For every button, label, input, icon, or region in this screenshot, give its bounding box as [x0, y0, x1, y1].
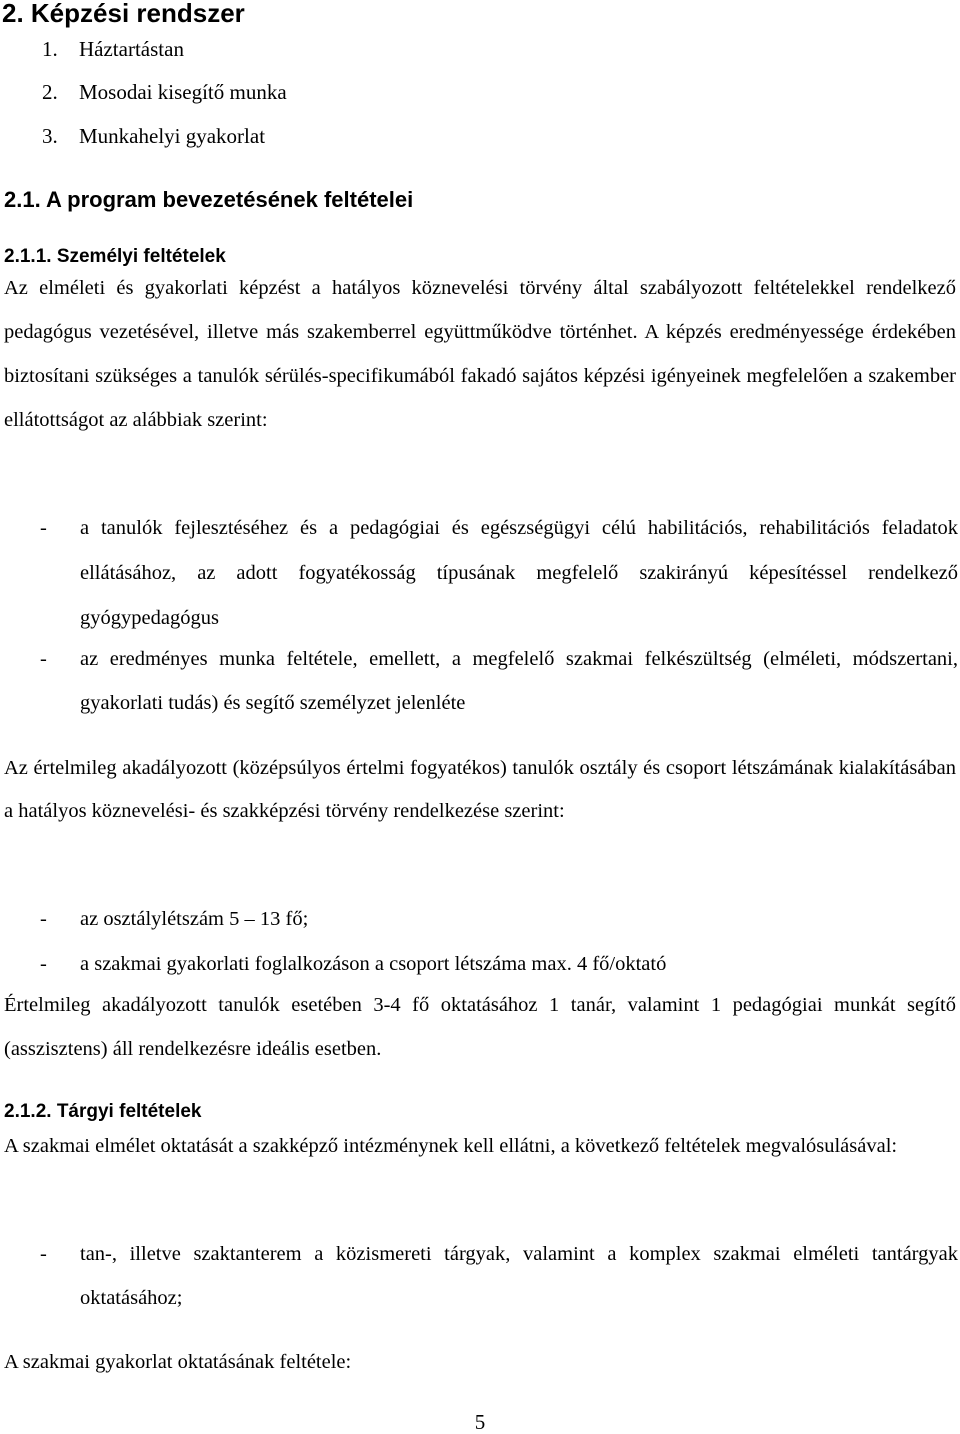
- paragraph-ratio: Értelmileg akadályozott tanulók esetében 3-4 fő oktatásához 1 tanár, valamint 1 pedagógiai munkát segítő (asszisztens) áll rendelkezésre ideális esetben.: [4, 994, 956, 1060]
- list-number: 2.: [42, 80, 58, 104]
- list-text: a szakmai gyakorlati foglalkozáson a csoport létszáma max. 4 fő/oktató: [80, 953, 667, 975]
- list-dash: -: [40, 517, 47, 539]
- list-text: az eredményes munka feltétele, emellett, a megfelelő szakmai felkészültség (elméleti, módszertani, gyakorlati tudás) és segítő személyzet jelenléte: [80, 648, 958, 714]
- list-item: [42, 80, 960, 104]
- heading-2-1-1: 2.1.1. Személyi feltételek: [4, 246, 226, 267]
- paragraph-practice: A szakmai gyakorlat oktatásának feltétele:: [4, 1351, 352, 1373]
- paragraph-personal: Az elméleti és gyakorlati képzést a hatályos köznevelési törvény által szabályozott feltételekkel rendelkező pedagógus vezetésével, illetve más szakemberrel együttműködve történhet. A képzés eredményessége érdekében biztosítani szükséges a tanulók sérülés-specifikumából fakadó sajátos képzési igényeinek megfelelően a szakember ellátottságot az alábbiak szerint:: [4, 277, 956, 431]
- heading-2-1: 2.1. A program bevezetésének feltételei: [4, 187, 414, 212]
- list-number: 3.: [42, 124, 58, 148]
- list-text: az osztálylétszám 5 – 13 fő;: [80, 908, 309, 930]
- page-number: 5: [474, 1410, 486, 1434]
- list-item: [42, 124, 960, 148]
- paragraph-class-size: Az értelmileg akadályozott (középsúlyos értelmi fogyatékos) tanulók osztály és csoport létszámának kialakításában a hatályos köznevelési- és szakképzési törvény rendelkezése szerint:: [4, 757, 956, 822]
- list-dash: -: [40, 648, 47, 670]
- list-text: Háztartástan: [79, 37, 184, 61]
- paragraph-material: A szakmai elmélet oktatását a szakképző intézménynek kell ellátni, a következő feltételek megvalósulásával:: [4, 1135, 898, 1157]
- heading-2-1-2: 2.1.2. Tárgyi feltételek: [4, 1101, 202, 1122]
- list-text: a tanulók fejlesztéséhez és a pedagógiai és egészségügyi célú habilitációs, rehabilitációs feladatok ellátásához, az adott fogyatékosság típusának megfelelő szakirányú képesítéssel rendelkező gyógypedagógus: [80, 517, 958, 629]
- list-text: Munkahelyi gyakorlat: [79, 124, 266, 148]
- list-dash: -: [40, 908, 47, 930]
- list-dash: -: [40, 953, 47, 975]
- heading-kepzesi-rendszer: 2. Képzési rendszer: [2, 0, 245, 28]
- list-number: 1.: [42, 37, 58, 61]
- list-item: [42, 37, 960, 61]
- list-text: Mosodai kisegítő munka: [79, 80, 287, 104]
- list-dash: -: [40, 1243, 47, 1265]
- list-text: tan-, illetve szaktanterem a közismereti tárgyak, valamint a komplex szakmai elméleti tantárgyak oktatásához;: [80, 1243, 958, 1309]
